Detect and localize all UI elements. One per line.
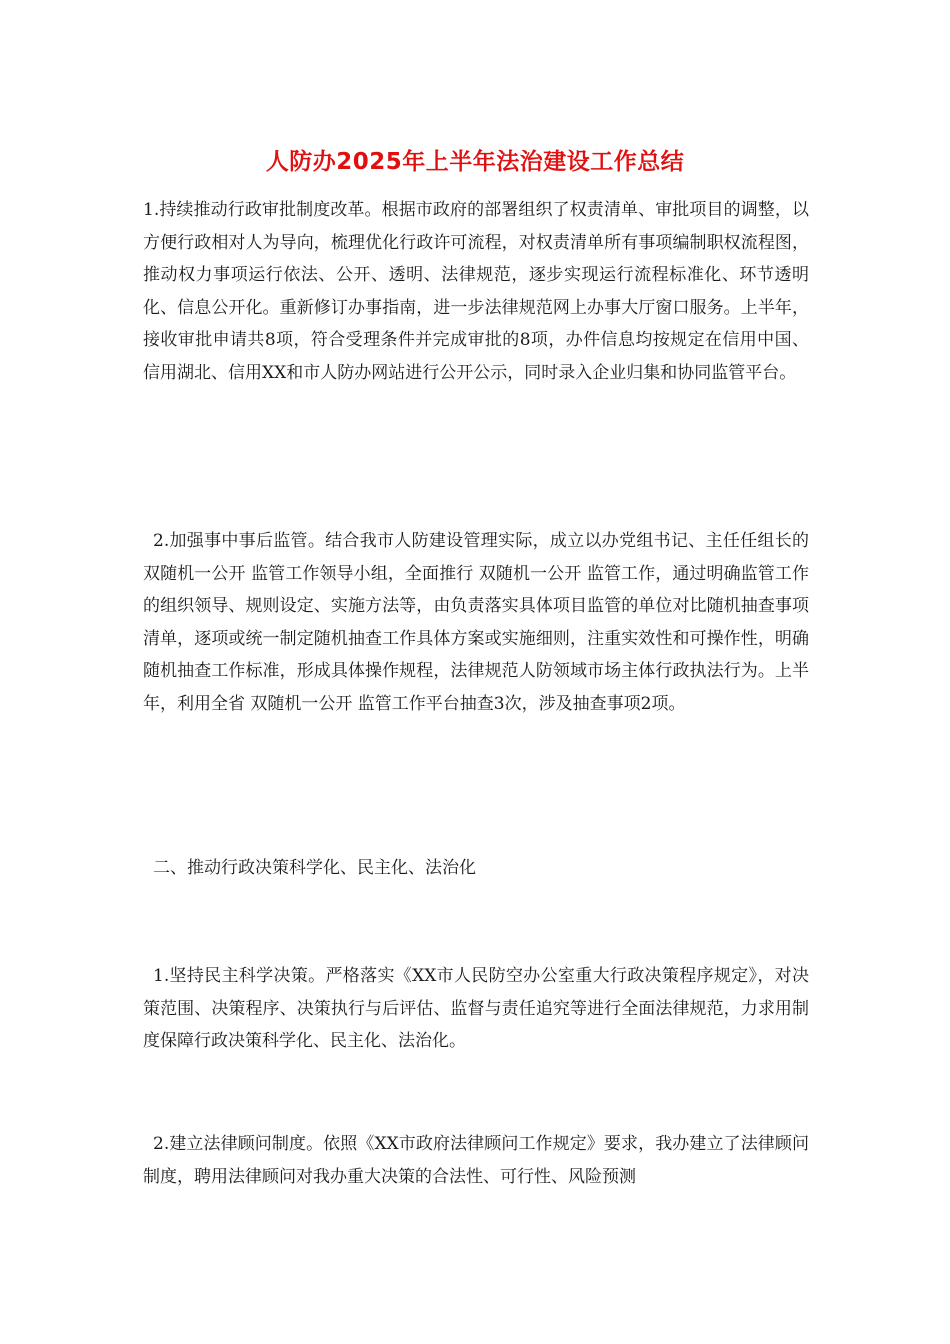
paragraph-supervision: 2.加强事中事后监管。结合我市人防建设管理实际，成立以办党组书记、主任任组长的 双随机一公开 监管工作领导小组，全面推行 双随机一公开 监管工作，通过明确监管工作的组织领导、规则设定、实施方法等，由负责落实具体项目监管的单位对比随机抽查事项清单，逐项或统一制定随机抽查工作具体方案或实施细则，注重实效性和可操作性，明确随机抽查工作标准，形成具体操作规程，法律规范人防领域市场主体行政执法行为。上半年，利用全省 双随机一公开 监管工作平台抽查3次，涉及抽查事项2项。 <box>143 531 809 714</box>
section-heading-decision: 二、推动行政决策科学化、民主化、法治化 <box>153 858 476 878</box>
paragraph-legal-counsel: 2.建立法律顾问制度。依照《XX市政府法律顾问工作规定》要求，我办建立了法律顾问制度，聘用法律顾问对我办重大决策的合法性、可行性、风险预测 <box>143 1134 809 1187</box>
document-title: 人防办2025年上半年法治建设工作总结 <box>265 149 685 175</box>
paragraph-democratic-decision: 1.坚持民主科学决策。严格落实《XX市人民防空办公室重大行政决策程序规定》，对决策范围、决策程序、决策执行与后评估、监督与责任追究等进行全面法律规范，力求用制度保障行政决策科学化、民主化、法治化。 <box>143 966 809 1052</box>
paragraph-approval-reform: 1.持续推动行政审批制度改革。根据市政府的部署组织了权责清单、审批项目的调整，以方便行政相对人为导向，梳理优化行政许可流程，对权责清单所有事项编制职权流程图，推动权力事项运行依法、公开、透明、法律规范，逐步实现运行流程标准化、环节透明化、信息公开化。重新修订办事指南，进一步法律规范网上办事大厅窗口服务。上半年，接收审批申请共8项，符合受理条件并完成审批的8项，办件信息均按规定在信用中国、信用湖北、信用XX和市人防办网站进行公开公示，同时录入企业归集和协同监管平台。 <box>143 200 809 383</box>
